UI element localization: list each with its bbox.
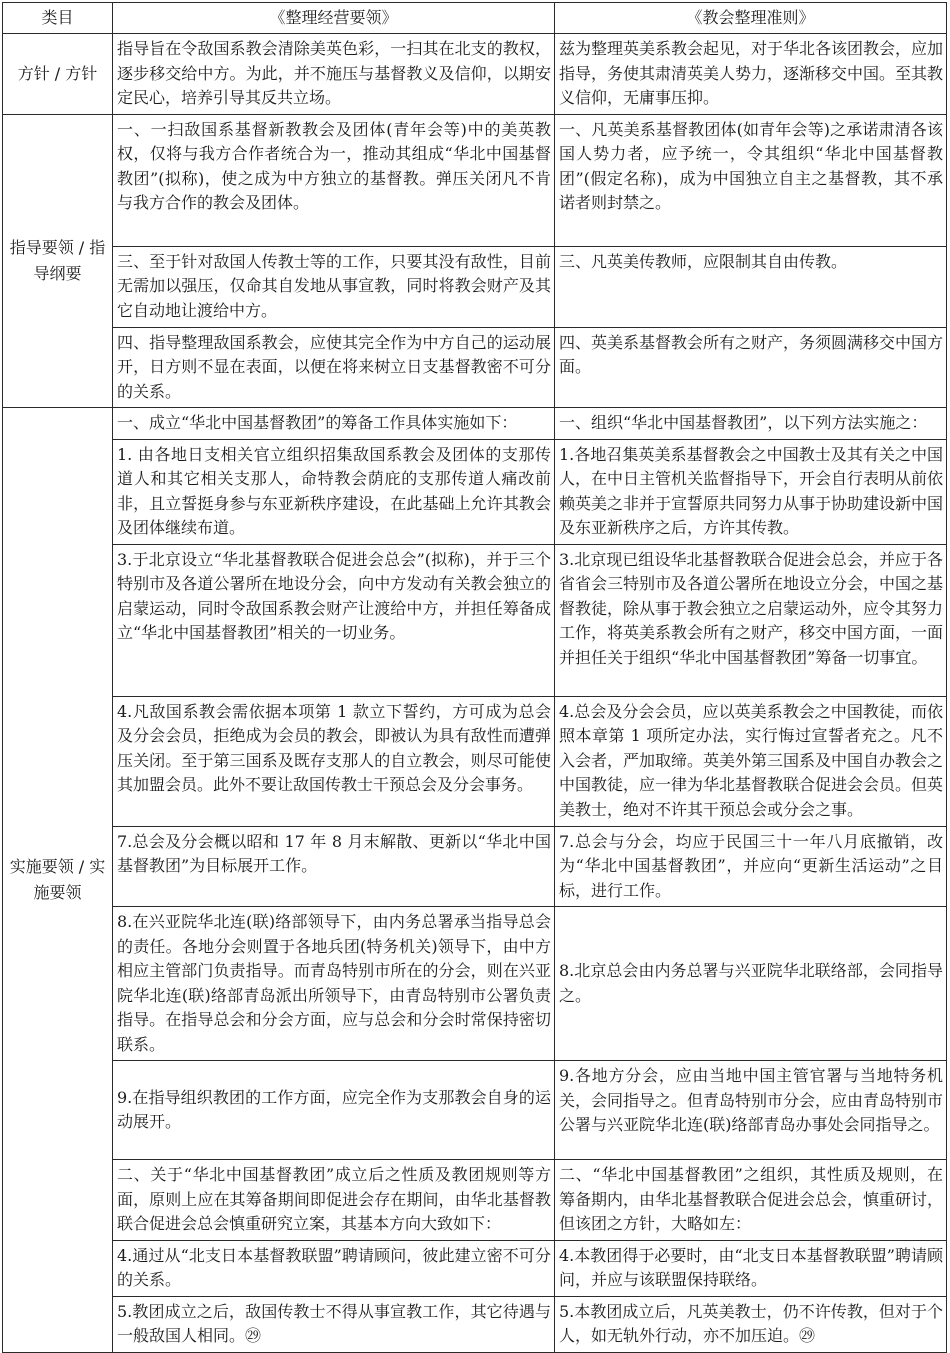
table-row (3, 327, 947, 408)
left-cell: 一、成立“华北中国基督教团”的筹备工作具体实施如下： (113, 408, 555, 440)
right-cell: 3.北京现已组设华北基督教联合促进会总会，并应于各省省会三特别市及各道公署所在地设立分会，中国之基督教徒，除从事于教会独立之启蒙运动外，应令其努力工作，将英美系教会所有之财产，移交中国方面，一面并担任关于组织“华北中国基督教团”筹备一切事宜。 (555, 544, 947, 696)
category-fangzhen: 方针 / 方针 (3, 34, 113, 115)
right-cell: 兹为整理英美系教会起见，对于华北各该团教会，应加指导，务使其肃清英美人势力，逐渐移交中国。至其教义信仰，无庸事压抑。 (555, 34, 947, 115)
left-cell: 3.于北京设立“华北基督教联合促进会总会”(拟称)，并于三个特别市及各道公署所在地设分会，向中方发动有关教会独立的启蒙运动，同时令敌国系教会财产让渡给中方，并担任筹备成立“华北中国基督教团”相关的一切业务。 (113, 544, 555, 696)
table-row (3, 408, 947, 440)
right-cell: 7.总会与分会，均应于民国三十一年八月底撤销，改为“华北中国基督教团”，并应向“更新生活运动”之目标，进行工作。 (555, 826, 947, 907)
table-row (3, 1296, 947, 1352)
right-cell: 三、凡英美传教师，应限制其自由传教。 (555, 246, 947, 327)
left-cell: 二、关于“华北中国基督教团”成立后之性质及教团规则等方面，原则上应在其筹备期间即促进会存在期间，由华北基督教联合促进会总会慎重研究立案，其基本方向大致如下： (113, 1160, 555, 1241)
table-row (3, 544, 947, 696)
table-row (3, 826, 947, 907)
table-row (3, 34, 947, 115)
right-cell: 1.各地召集英美系基督教会之中国教士及其有关之中国人，在中日主管机关监督指导下，开会自行表明从前依赖英美之非并于宣誓原共同努力从事于协助建设新中国及东亚新秩序之后，方许其传教。 (555, 439, 947, 544)
table-row (3, 1160, 947, 1241)
left-cell: 7.总会及分会概以昭和 17 年 8 月末解散、更新以“华北中国基督教团”为目标展开工作。 (113, 826, 555, 907)
table-row (3, 439, 947, 544)
left-cell: 四、指导整理敌国系教会，应使其完全作为中方自己的运动展开，日方则不显在表面，以便在将来树立日支基督教密不可分的关系。 (113, 327, 555, 408)
left-cell: 三、至于针对敌国人传教士等的工作，只要其没有敌性，目前无需加以强压，仅命其自发地从事宣教，同时将教会财产及其它自动地让渡给中方。 (113, 246, 555, 327)
table-row (3, 696, 947, 826)
left-cell: 指导旨在令敌国系教会清除美英色彩，一扫其在北支的教权，逐步移交给中方。为此，并不施压与基督教义及信仰，以期安定民心，培养引导其反共立场。 (113, 34, 555, 115)
left-cell: 4.凡敌国系教会需依据本项第 1 款立下誓约，方可成为总会及分会会员，拒绝成为会员的教会，即被认为具有敌性而遭弹压关闭。至于第三国系及既存支那人的自立教会，则尽可能使其加盟会员。此外不要让敌国传教士干预总会及分会事务。 (113, 696, 555, 826)
left-cell: 8.在兴亚院华北连(联)络部领导下，由内务总署承当指导总会的责任。各地分会则置于各地兵团(特务机关)领导下，由中方相应主管部门负责指导。而青岛特别市所在的分会，则在兴亚院华北连(联)络部青岛派出所领导下，由青岛特别市公署负责指导。在指导总会和分会方面，应与总会和分会时常保持密切联系。 (113, 907, 555, 1061)
right-cell: 四、英美系基督教会所有之财产，务须圆满移交中国方面。 (555, 327, 947, 408)
header-right-document: 《教会整理准则》 (555, 3, 947, 34)
left-cell: 一、一扫敌国系基督新教教会及团体(青年会等)中的美英教权，仅将与我方合作者统合为一，推动其组成“华北中国基督教团”(拟称)，使之成为中方独立的基督教。弹压关闭凡不肯与我方合作的教会及团体。 (113, 114, 555, 246)
header-category: 类目 (3, 3, 113, 34)
header-left-document: 《整理经营要领》 (113, 3, 555, 34)
comparison-table (2, 2, 947, 1353)
right-cell: 5.本教团成立后，凡英美教士，仍不许传教，但对于个人，如无轨外行动，亦不加压迫。㉙ (555, 1296, 947, 1352)
right-cell: 4.总会及分会会员，应以英美系教会之中国教徒，而依照本章第 1 项所定办法，实行悔过宣誓者充之。凡不入会者，严加取缔。英美外第三国系及中国自办教会之中国教徒，应一律为华北基督教联合促进会会员。但英美教士，绝对不许其干预总会或分会之事。 (555, 696, 947, 826)
right-cell: 一、组织“华北中国基督教团”，以下列方法实施之： (555, 408, 947, 440)
left-cell: 5.教团成立之后，敌国传教士不得从事宣教工作，其它待遇与一般敌国人相同。㉙ (113, 1296, 555, 1352)
table-row (3, 907, 947, 1061)
right-cell: 一、凡英美系基督教团体(如青年会等)之承诺肃清各该国人势力者，应予统一，令其组织“华北中国基督教团”(假定名称)，成为中国独立自主之基督教，其不承诺者则封禁之。 (555, 114, 947, 246)
header-row (3, 3, 947, 34)
left-cell: 1. 由各地日支相关官立组织招集敌国系教会及团体的支那传道人和其它相关支那人，命特教会荫庇的支那传道人痛改前非，且立誓挺身参与东亚新秩序建设，在此基础上允许其教会及团体继续布道。 (113, 439, 555, 544)
right-cell: 4.本教团得于必要时，由“北支日本基督教联盟”聘请顾问，并应与该联盟保持联络。 (555, 1240, 947, 1296)
table-row (3, 1061, 947, 1160)
category-zhidao: 指导要领 / 指导纲要 (3, 114, 113, 408)
left-cell: 9.在指导组织教团的工作方面，应完全作为支那教会自身的运动展开。 (113, 1061, 555, 1160)
left-cell: 4.通过从“北支日本基督教联盟”聘请顾问，彼此建立密不可分的关系。 (113, 1240, 555, 1296)
right-cell: 8.北京总会由内务总署与兴亚院华北联络部，会同指导之。 (555, 907, 947, 1061)
right-cell: 二、“华北中国基督教团”之组织，其性质及规则，在筹备期内，由华北基督教联合促进会总会，慎重研讨，但该团之方针，大略如左： (555, 1160, 947, 1241)
table-row (3, 1240, 947, 1296)
table-row (3, 246, 947, 327)
category-shishi: 实施要领 / 实施要领 (3, 408, 113, 1353)
right-cell: 9.各地方分会，应由当地中国主管官署与当地特务机关，会同指导之。但青岛特别市分会，应由青岛特别市公署与兴亚院华北连(联)络部青岛办事处会同指导之。 (555, 1061, 947, 1160)
table-row (3, 114, 947, 246)
